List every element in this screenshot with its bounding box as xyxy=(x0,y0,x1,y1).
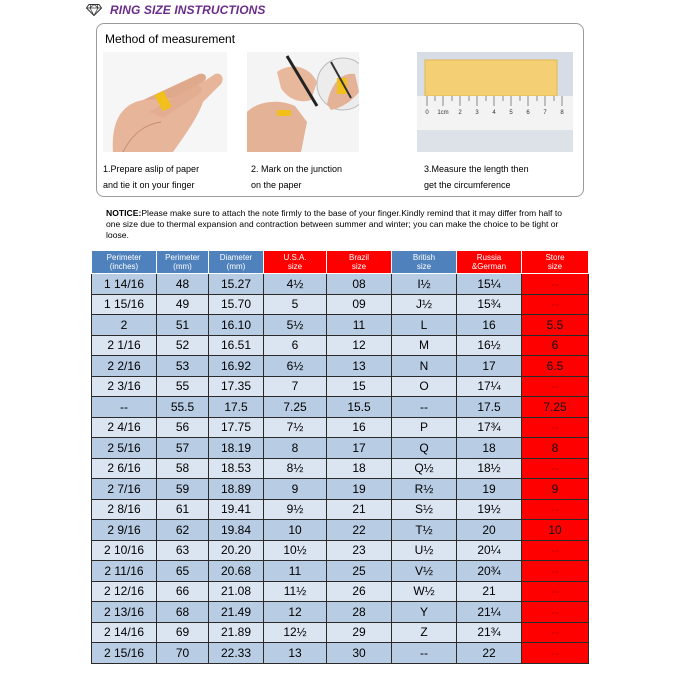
table-cell: 18½ xyxy=(457,458,522,479)
column-header: Diameter (mm) xyxy=(209,251,264,274)
table-body xyxy=(92,274,589,664)
table-cell: 22 xyxy=(327,520,392,541)
table-cell: 18.19 xyxy=(209,438,264,459)
table-cell: 8½ xyxy=(264,458,327,479)
table-cell: P xyxy=(392,417,457,438)
ruler-label: 0 xyxy=(425,110,429,116)
table-cell: 17.35 xyxy=(209,376,264,397)
table-row xyxy=(92,602,589,623)
table-cell: 17.75 xyxy=(209,417,264,438)
table-cell: 28 xyxy=(327,602,392,623)
table-cell: 2 7/16 xyxy=(92,479,157,500)
store-size-cell: -- xyxy=(522,561,589,582)
table-cell: 18.53 xyxy=(209,458,264,479)
table-cell: 13 xyxy=(264,643,327,664)
table-cell: 57 xyxy=(157,438,209,459)
table-cell: 51 xyxy=(157,315,209,336)
table-cell: 26 xyxy=(327,581,392,602)
table-cell: 17 xyxy=(457,356,522,377)
ruler-label: 5 xyxy=(509,110,513,116)
table-cell: 9½ xyxy=(264,499,327,520)
table-cell: 2 13/16 xyxy=(92,602,157,623)
table-cell: 15¼ xyxy=(457,274,522,295)
table-cell: 20 xyxy=(457,520,522,541)
table-cell: 5 xyxy=(264,294,327,315)
table-cell: 21¼ xyxy=(457,602,522,623)
table-cell: 7.25 xyxy=(264,397,327,418)
table-cell: J½ xyxy=(392,294,457,315)
notice-label: NOTICE: xyxy=(106,208,142,218)
table-cell: 2 xyxy=(92,315,157,336)
page-title: RING SIZE INSTRUCTIONS xyxy=(110,3,266,17)
table-cell: 19 xyxy=(457,479,522,500)
table-row xyxy=(92,315,589,336)
table-cell: 1 15/16 xyxy=(92,294,157,315)
store-size-cell: -- xyxy=(522,376,589,397)
ruler-label: 6 xyxy=(526,110,530,116)
table-cell: 15.27 xyxy=(209,274,264,295)
table-cell: 21.49 xyxy=(209,602,264,623)
table-cell: 63 xyxy=(157,540,209,561)
table-cell: 18 xyxy=(457,438,522,459)
diamond-icon xyxy=(86,4,102,16)
column-header: Brazil size xyxy=(327,251,392,274)
table-row xyxy=(92,335,589,356)
table-cell: 7½ xyxy=(264,417,327,438)
step-3-text: 3.Measure the length then get the circumference xyxy=(424,164,529,190)
table-row xyxy=(92,274,589,295)
table-cell: 65 xyxy=(157,561,209,582)
table-cell: 56 xyxy=(157,417,209,438)
table-cell: 20.20 xyxy=(209,540,264,561)
ruler-label: 8 xyxy=(560,110,564,116)
table-cell: 21 xyxy=(327,499,392,520)
mark-paper-illustration xyxy=(247,52,359,152)
table-cell: 5½ xyxy=(264,315,327,336)
table-cell: 21¾ xyxy=(457,622,522,643)
store-size-cell: 10 xyxy=(522,520,589,541)
table-cell: 17 xyxy=(327,438,392,459)
table-cell: 23 xyxy=(327,540,392,561)
table-cell: 25 xyxy=(327,561,392,582)
table-cell: 11 xyxy=(327,315,392,336)
table-cell: R½ xyxy=(392,479,457,500)
table-cell: 2 14/16 xyxy=(92,622,157,643)
table-cell: 19.84 xyxy=(209,520,264,541)
store-size-cell: -- xyxy=(522,499,589,520)
table-cell: 2 6/16 xyxy=(92,458,157,479)
page-header xyxy=(86,0,266,20)
table-row xyxy=(92,520,589,541)
table-cell: 49 xyxy=(157,294,209,315)
column-header: U.S.A. size xyxy=(264,251,327,274)
table-cell: 48 xyxy=(157,274,209,295)
table-cell: 16 xyxy=(327,417,392,438)
table-row xyxy=(92,479,589,500)
table-cell: 22 xyxy=(457,643,522,664)
table-row xyxy=(92,622,589,643)
table-cell: 2 1/16 xyxy=(92,335,157,356)
ruler-label: 4 xyxy=(492,110,496,116)
table-cell: 16.51 xyxy=(209,335,264,356)
table-cell: 18.89 xyxy=(209,479,264,500)
table-cell: 16 xyxy=(457,315,522,336)
table-cell: 12 xyxy=(264,602,327,623)
table-cell: 68 xyxy=(157,602,209,623)
table-cell: 21.08 xyxy=(209,581,264,602)
table-cell: 17¾ xyxy=(457,417,522,438)
table-cell: 59 xyxy=(157,479,209,500)
table-cell: 69 xyxy=(157,622,209,643)
table-cell: 20¾ xyxy=(457,561,522,582)
table-row xyxy=(92,499,589,520)
table-cell: 9 xyxy=(264,479,327,500)
table-cell: 21 xyxy=(457,581,522,602)
table-cell: 21.89 xyxy=(209,622,264,643)
table-row xyxy=(92,458,589,479)
table-row xyxy=(92,417,589,438)
table-cell: 15.5 xyxy=(327,397,392,418)
store-size-cell: -- xyxy=(522,458,589,479)
table-cell: 16.10 xyxy=(209,315,264,336)
table-cell: 12 xyxy=(327,335,392,356)
table-cell: 66 xyxy=(157,581,209,602)
ruler-label: 3 xyxy=(475,110,479,116)
table-cell: 2 15/16 xyxy=(92,643,157,664)
ruler-label: 7 xyxy=(543,110,547,116)
table-cell: 4½ xyxy=(264,274,327,295)
table-cell: 09 xyxy=(327,294,392,315)
table-row xyxy=(92,397,589,418)
table-cell: Q xyxy=(392,438,457,459)
table-cell: 2 11/16 xyxy=(92,561,157,582)
table-cell: 10½ xyxy=(264,540,327,561)
table-cell: O xyxy=(392,376,457,397)
store-size-cell: 6.5 xyxy=(522,356,589,377)
table-cell: T½ xyxy=(392,520,457,541)
store-size-cell: 9 xyxy=(522,479,589,500)
table-cell: 30 xyxy=(327,643,392,664)
table-cell: 15¾ xyxy=(457,294,522,315)
table-cell: 19 xyxy=(327,479,392,500)
table-cell: 17.5 xyxy=(457,397,522,418)
table-cell: 20.68 xyxy=(209,561,264,582)
ruler-illustration xyxy=(417,52,573,152)
table-cell: 2 12/16 xyxy=(92,581,157,602)
table-cell: 55.5 xyxy=(157,397,209,418)
table-header-row xyxy=(92,251,589,274)
store-size-cell: -- xyxy=(522,643,589,664)
table-cell: 20¼ xyxy=(457,540,522,561)
table-cell: L xyxy=(392,315,457,336)
table-cell: Q½ xyxy=(392,458,457,479)
table-cell: M xyxy=(392,335,457,356)
table-cell: 22.33 xyxy=(209,643,264,664)
method-title: Method of measurement xyxy=(105,32,236,46)
table-cell: Z xyxy=(392,622,457,643)
table-cell: 2 4/16 xyxy=(92,417,157,438)
table-row xyxy=(92,294,589,315)
table-cell: 53 xyxy=(157,356,209,377)
table-cell: 58 xyxy=(157,458,209,479)
table-cell: I½ xyxy=(392,274,457,295)
table-cell: 11½ xyxy=(264,581,327,602)
column-header: Russia &German xyxy=(457,251,522,274)
table-cell: 6 xyxy=(264,335,327,356)
store-size-cell: 7.25 xyxy=(522,397,589,418)
table-cell: 1 14/16 xyxy=(92,274,157,295)
ruler-label: 1cm xyxy=(437,110,449,116)
table-cell: 18 xyxy=(327,458,392,479)
method-box xyxy=(96,23,584,197)
table-cell: N xyxy=(392,356,457,377)
ruler-label: 2 xyxy=(458,110,462,116)
table-cell: -- xyxy=(92,397,157,418)
table-cell: 70 xyxy=(157,643,209,664)
table-cell: 62 xyxy=(157,520,209,541)
store-size-cell: -- xyxy=(522,581,589,602)
table-cell: S½ xyxy=(392,499,457,520)
table-row xyxy=(92,438,589,459)
table-cell: U½ xyxy=(392,540,457,561)
table-cell: 2 8/16 xyxy=(92,499,157,520)
store-size-cell: -- xyxy=(522,602,589,623)
table-cell: 7 xyxy=(264,376,327,397)
table-cell: 29 xyxy=(327,622,392,643)
table-cell: 16.92 xyxy=(209,356,264,377)
table-cell: 55 xyxy=(157,376,209,397)
store-size-cell: -- xyxy=(522,294,589,315)
table-cell: 2 10/16 xyxy=(92,540,157,561)
step-2-text: 2. Mark on the junction on the paper xyxy=(251,164,343,190)
table-cell: 2 2/16 xyxy=(92,356,157,377)
table-cell: 15.70 xyxy=(209,294,264,315)
table-cell: W½ xyxy=(392,581,457,602)
store-size-cell: -- xyxy=(522,417,589,438)
table-cell: 2 9/16 xyxy=(92,520,157,541)
step-1-text: 1.Prepare aslip of paper and tie it on your finger xyxy=(103,164,200,190)
table-cell: 12½ xyxy=(264,622,327,643)
table-row xyxy=(92,581,589,602)
finger-wrap-illustration xyxy=(103,52,227,152)
table-cell: 11 xyxy=(264,561,327,582)
table-row xyxy=(92,561,589,582)
table-cell: 6½ xyxy=(264,356,327,377)
notice-text: NOTICE:Please make sure to attach the note firmly to the base of your finger.Kindly remind that it may differ from half to one size due to thermal expansion and contraction between summer and winter; you can make the choice to be tight or loose. xyxy=(106,208,562,240)
table-cell: 13 xyxy=(327,356,392,377)
table-cell: 19½ xyxy=(457,499,522,520)
table-row xyxy=(92,540,589,561)
column-header: Store size xyxy=(522,251,589,274)
table-cell: 52 xyxy=(157,335,209,356)
table-cell: 10 xyxy=(264,520,327,541)
table-cell: 17.5 xyxy=(209,397,264,418)
table-cell: 2 3/16 xyxy=(92,376,157,397)
table-cell: 61 xyxy=(157,499,209,520)
table-row xyxy=(92,643,589,664)
table-row xyxy=(92,376,589,397)
store-size-cell: 5.5 xyxy=(522,315,589,336)
column-header: British size xyxy=(392,251,457,274)
table-cell: 2 5/16 xyxy=(92,438,157,459)
column-header: Perimeter (mm) xyxy=(157,251,209,274)
table-cell: -- xyxy=(392,643,457,664)
store-size-cell: 6 xyxy=(522,335,589,356)
table-row xyxy=(92,356,589,377)
table-cell: Y xyxy=(392,602,457,623)
ring-size-table xyxy=(91,250,589,664)
table-cell: 8 xyxy=(264,438,327,459)
store-size-cell: -- xyxy=(522,274,589,295)
table-cell: 16½ xyxy=(457,335,522,356)
table-cell: 08 xyxy=(327,274,392,295)
store-size-cell: 8 xyxy=(522,438,589,459)
table-cell: -- xyxy=(392,397,457,418)
store-size-cell: -- xyxy=(522,622,589,643)
store-size-cell: -- xyxy=(522,540,589,561)
table-cell: 19.41 xyxy=(209,499,264,520)
table-cell: V½ xyxy=(392,561,457,582)
table-cell: 15 xyxy=(327,376,392,397)
table-cell: 17¼ xyxy=(457,376,522,397)
column-header: Perimeter (inches) xyxy=(92,251,157,274)
